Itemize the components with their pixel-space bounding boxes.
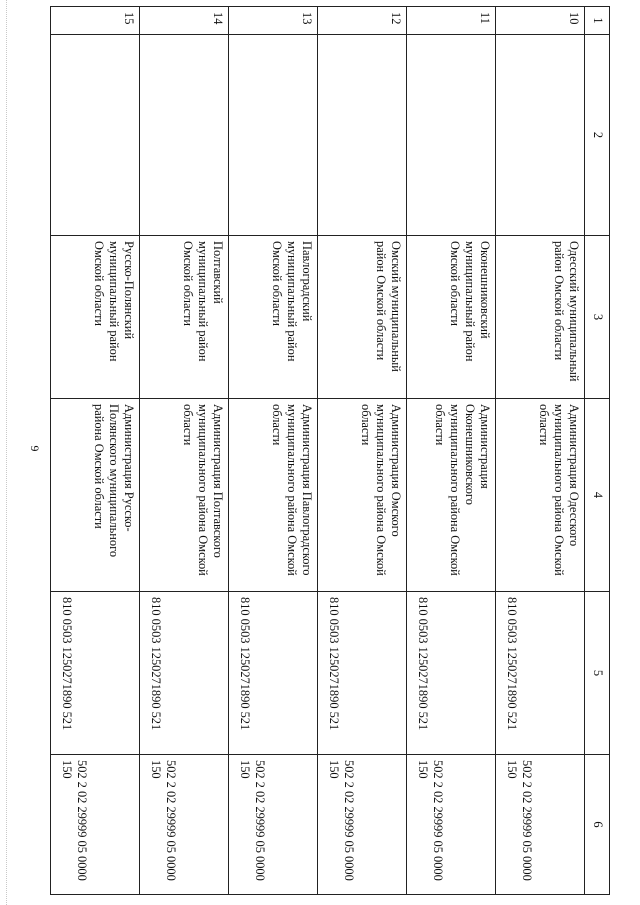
table-row xyxy=(407,7,496,895)
administration-cell: Администрация Омского муниципального района Омской области xyxy=(318,399,407,592)
budget-code-cell: 810 0503 1250271890 521 xyxy=(407,592,496,755)
budget-code-cell: 810 0503 1250271890 521 xyxy=(496,592,585,755)
district-cell: Павлоградский муниципальный район Омской области xyxy=(229,236,318,399)
header-cell: 2 xyxy=(585,35,610,236)
district-cell: Омский муниципальный район Омской области xyxy=(318,236,407,399)
header-cell: 3 xyxy=(585,236,610,399)
empty-cell xyxy=(496,35,585,236)
header-cell: 6 xyxy=(585,755,610,895)
header-cell: 5 xyxy=(585,592,610,755)
budget-code-cell: 810 0503 1250271890 521 xyxy=(318,592,407,755)
table-row xyxy=(229,7,318,895)
table-row xyxy=(140,7,229,895)
scan-edge xyxy=(6,0,7,905)
district-cell: Одесский муниципальный район Омской области xyxy=(496,236,585,399)
revenue-code-cell: 502 2 02 29999 05 0000 150 xyxy=(407,755,496,895)
administration-cell: Администрация Оконешниковского муниципального района Омской области xyxy=(407,399,496,592)
row-number-cell: 11 xyxy=(407,7,496,35)
rotated-table-container xyxy=(60,6,610,894)
allocation-table xyxy=(50,6,610,895)
district-cell: Полтавский муниципальный район Омской области xyxy=(140,236,229,399)
administration-cell: Администрация Павлоградского муниципального района Омской области xyxy=(229,399,318,592)
budget-code-cell: 810 0503 1250271890 521 xyxy=(51,592,140,755)
header-cell: 1 xyxy=(585,7,610,35)
table-row xyxy=(496,7,585,895)
page-number: 6 xyxy=(27,445,42,452)
revenue-code-cell: 502 2 02 29999 05 0000 150 xyxy=(318,755,407,895)
table-row xyxy=(318,7,407,895)
revenue-code-cell: 502 2 02 29999 05 0000 150 xyxy=(140,755,229,895)
empty-cell xyxy=(51,35,140,236)
administration-cell: Администрация Русско-Полянского муниципального района Омской области xyxy=(51,399,140,592)
administration-cell: Администрация Одесского муниципального района Омской области xyxy=(496,399,585,592)
table-header-row xyxy=(585,7,610,895)
district-cell: Оконешниковский муниципальный район Омской области xyxy=(407,236,496,399)
row-number-cell: 13 xyxy=(229,7,318,35)
row-number-cell: 10 xyxy=(496,7,585,35)
row-number-cell: 14 xyxy=(140,7,229,35)
row-number-cell: 12 xyxy=(318,7,407,35)
empty-cell xyxy=(407,35,496,236)
budget-code-cell: 810 0503 1250271890 521 xyxy=(229,592,318,755)
budget-code-cell: 810 0503 1250271890 521 xyxy=(140,592,229,755)
district-cell: Русско-Полянский муниципальный район Омской области xyxy=(51,236,140,399)
revenue-code-cell: 502 2 02 29999 05 0000 150 xyxy=(51,755,140,895)
empty-cell xyxy=(318,35,407,236)
header-cell: 4 xyxy=(585,399,610,592)
table-row xyxy=(51,7,140,895)
row-number-cell: 15 xyxy=(51,7,140,35)
empty-cell xyxy=(140,35,229,236)
administration-cell: Администрация Полтавского муниципального района Омской области xyxy=(140,399,229,592)
revenue-code-cell: 502 2 02 29999 05 0000 150 xyxy=(496,755,585,895)
empty-cell xyxy=(229,35,318,236)
revenue-code-cell: 502 2 02 29999 05 0000 150 xyxy=(229,755,318,895)
